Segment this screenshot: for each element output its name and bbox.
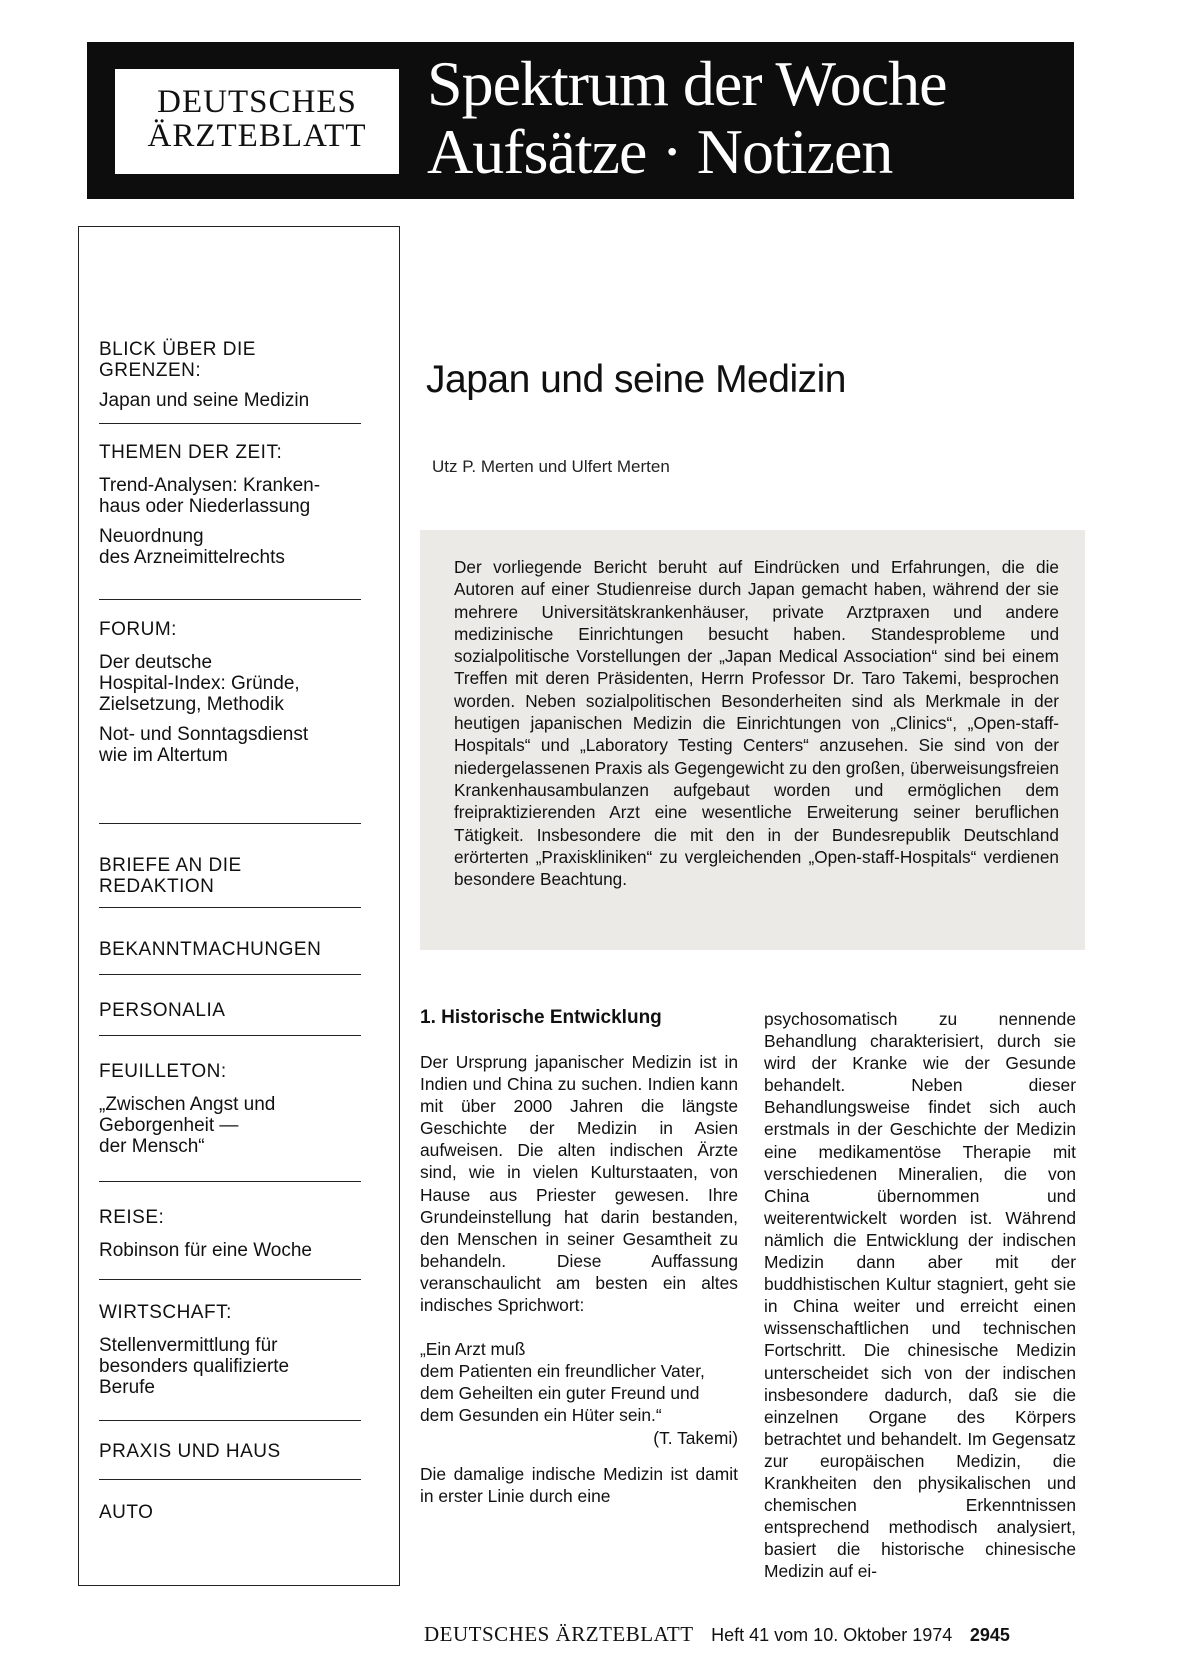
body-paragraph: Die damalige indische Medizin ist damit in erster Linie durch eine [420, 1463, 738, 1506]
toc-link-stellenvermittlung[interactable] [99, 1335, 369, 1398]
abstract-box [420, 530, 1085, 950]
toc-section-themen [99, 442, 369, 568]
toc-heading: FEUILLETON: [99, 1061, 227, 1082]
toc-heading: REISE: [99, 1207, 165, 1228]
article-authors: Utz P. Merten und Ulfert Merten [432, 457, 670, 476]
page-footer [424, 1622, 1010, 1647]
footer-issue: Heft 41 vom 10. Oktober 1974 [711, 1625, 953, 1645]
divider [99, 823, 361, 824]
footer-journal-name: DEUTSCHES ÄRZTEBLATT [424, 1622, 694, 1646]
body-paragraph: Der Ursprung japanischer Medizin ist in Indien und China zu suchen. Indien kann mit über 2000 Jahren die längste Geschichte der Medizin in Asien aufweisen. Die alten indischen Ärzte sind, wie in vielen Kulturstaaten, von Hause aus Priester gewesen. Ihre Grundeinstellung hat darin bestanden, den Menschen in seiner Gesamtheit zu behandeln. Diese Auffassung veranschaulicht am besten ein altes indisches Sprichwort: [420, 1052, 738, 1316]
proverb-line: „Ein Arzt muß [420, 1339, 526, 1360]
toc-section-forum [99, 619, 369, 766]
body-paragraph: psychosomatisch zu nennende Behandlung charakterisiert, durch sie wird der Kranke wie der Gesunde behandelt. Neben dieser Behandlungsweise findet sich auch erstmals in der Geschichte der Medizin eine medikamentöse Therapie mit verschiedenen Mineralien, die von China übernommen und weiterentwickelt worden ist. Während nämlich die Entwicklung der indischen Medizin dann aber mit der buddhistischen Kultur stagniert, geht sie in China weiter und erreicht einen wissenschaftlichen und technischen Fortschritt. Die chinesische Medizin unterscheidet sich von der indischen insbesondere dadurch, daß sie die einzelnen Organe des Körpers betrachtet und behandelt. Im Gegensatz zur europäischen Medizin, die Krankheiten den physikalischen und chemischen Erkenntnissen entsprechend methodisch analysiert, basiert die historische chinesische Medizin auf ei- [764, 1009, 1076, 1582]
toc-link-trend[interactable] [99, 475, 369, 517]
divider [99, 423, 361, 424]
toc-section-briefe[interactable] [99, 855, 369, 897]
proverb-line: dem Geheilten ein guter Freund und [420, 1383, 700, 1404]
toc-heading: FORUM: [99, 619, 177, 640]
toc-link-line: der Mensch“ [99, 1136, 205, 1157]
article-title: Japan und seine Medizin [426, 358, 846, 401]
abstract-text: Der vorliegende Bericht beruht auf Eindrücken und Erfahrungen, die die Autoren auf einer Studienreise durch Japan gemacht haben, während der sie mehrere Universitätskrankenhäuser, private Arztpraxen und andere medizinische Einrichtungen besucht haben. Standesprobleme und sozialpolitische Vorstellungen der „Japan Medical Association“ sind bei einem Treffen mit deren Präsidenten, Herrn Professor Dr. Taro Takemi, besprochen worden. Neben sozialpolitischen Besonderheiten sind als Merkmale in der heutigen japanischen Medizin die Einrichtungen von „Clinics“, „Open-staff-Hospitals“ und „Laboratory Testing Centers“ anzusehen. Sie sind von der niedergelassenen Praxis als Gegengewicht zu den großen, überweisungsfreien Krankenhausambulanzen aufgebaut worden und ermöglichen dem freipraktizierenden Arzt eine wesentliche Erweiterung seiner beruflichen Tätigkeit. Insbesondere die mit den in der Bundesrepublik Deutschland erörterten „Praxiskliniken“ zu vergleichenden „Open-staff-Hospitals“ verdienen besondere Beachtung. [454, 557, 1059, 890]
divider [99, 1479, 361, 1480]
toc-section-praxis[interactable] [99, 1441, 369, 1462]
section-title-line-2: Aufsätze · Notizen [427, 116, 893, 187]
toc-link-line: Neuordnung [99, 526, 204, 547]
toc-link-line: wie im Altertum [99, 745, 228, 766]
toc-section-blick [99, 339, 369, 411]
page-number: 2945 [969, 1625, 1010, 1645]
toc-section-feuilleton [99, 1061, 369, 1157]
toc-link-line: Zielsetzung, Methodik [99, 694, 284, 715]
toc-section-bekanntmachungen[interactable] [99, 939, 369, 960]
toc-section-auto[interactable] [99, 1502, 369, 1523]
toc-heading: BLICK ÜBER DIE [99, 339, 256, 360]
section-heading: 1. Historische Entwicklung [420, 1007, 662, 1028]
toc-link-line: Geborgenheit — [99, 1115, 239, 1136]
logo-line-2: ÄRZTEBLATT [147, 118, 367, 154]
masthead-banner [87, 42, 1074, 199]
divider [99, 907, 361, 908]
toc-link-line: des Arzneimittelrechts [99, 547, 285, 568]
toc-link-line: besonders qualifizierte [99, 1356, 290, 1377]
toc-link-line: Hospital-Index: Gründe, [99, 673, 300, 694]
toc-section-wirtschaft [99, 1302, 369, 1398]
contents-sidebar [78, 226, 400, 1586]
logo-line-1: DEUTSCHES [157, 84, 357, 120]
toc-link-line: Stellenvermittlung für [99, 1335, 278, 1356]
toc-heading: WIRTSCHAFT: [99, 1302, 232, 1323]
toc-heading: AUTO [99, 1502, 154, 1523]
toc-heading: BEKANNTMACHUNGEN [99, 939, 322, 960]
divider [99, 599, 361, 600]
toc-link-notdienst[interactable] [99, 724, 369, 766]
toc-link-arzneimittel[interactable] [99, 526, 369, 568]
toc-heading: BRIEFE AN DIE [99, 855, 242, 876]
toc-heading: GRENZEN: [99, 360, 202, 381]
body-column-2 [764, 1008, 1076, 1582]
divider [99, 1035, 361, 1036]
toc-link-line: Der deutsche [99, 652, 213, 673]
proverb-line: dem Gesunden ein Hüter sein.“ [420, 1405, 662, 1426]
toc-section-reise [99, 1207, 369, 1261]
proverb-source: (T. Takemi) [653, 1427, 738, 1448]
toc-link-line: Trend-Analysen: Kranken- [99, 475, 321, 496]
toc-link-zwischen-angst[interactable] [99, 1094, 369, 1157]
divider [99, 974, 361, 975]
divider [99, 1279, 361, 1280]
toc-link-line: Berufe [99, 1377, 155, 1398]
divider [99, 1420, 361, 1421]
journal-logo [115, 69, 399, 174]
toc-heading: REDAKTION [99, 876, 215, 897]
toc-link-line: Not- und Sonntagsdienst [99, 724, 309, 745]
section-title [427, 50, 947, 186]
toc-section-personalia[interactable] [99, 1000, 369, 1021]
toc-link-line: haus oder Niederlassung [99, 496, 311, 517]
toc-link-line: „Zwischen Angst und [99, 1094, 276, 1115]
section-title-line-1: Spektrum der Woche [427, 48, 947, 119]
proverb-line: dem Patienten ein freundlicher Vater, [420, 1361, 705, 1382]
toc-link-robinson[interactable]: Robinson für eine Woche [99, 1240, 312, 1261]
divider [99, 1181, 361, 1182]
toc-link-hospital-index[interactable] [99, 652, 369, 715]
toc-heading: THEMEN DER ZEIT: [99, 442, 283, 463]
toc-heading: PERSONALIA [99, 1000, 226, 1021]
toc-link-japan[interactable]: Japan und seine Medizin [99, 390, 310, 411]
toc-heading: PRAXIS UND HAUS [99, 1441, 281, 1462]
body-column-1 [420, 1051, 738, 1507]
